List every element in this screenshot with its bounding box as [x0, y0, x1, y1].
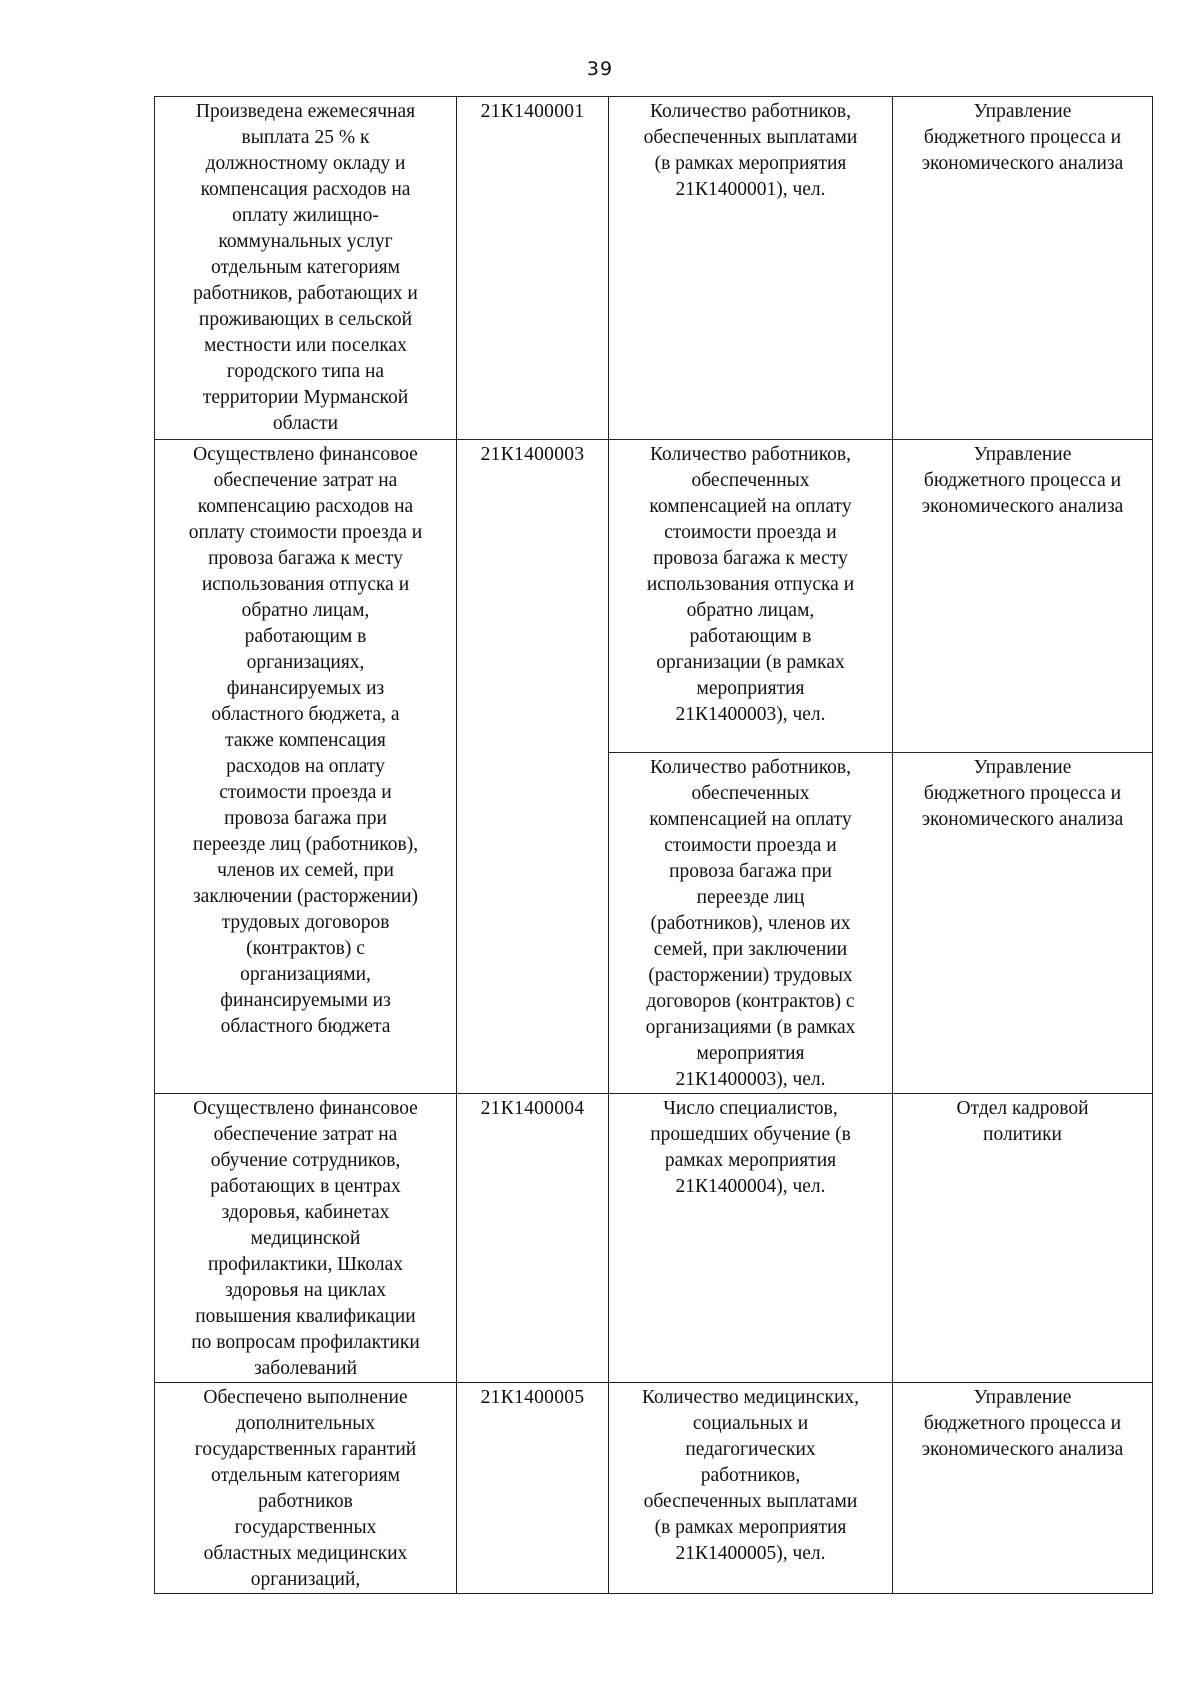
- responsible-cell: Управление бюджетного процесса и экономического анализа: [893, 753, 1153, 1094]
- table-row: [155, 97, 1153, 440]
- indicator-cell: Количество работников, обеспеченных компенсацией на оплату стоимости проезда и провоза багажа при переезде лиц (работников), членов их семей, при заключении (расторжении) трудовых договоров (контрактов) с организациями (в рамках мероприятия 21К1400003), чел.: [609, 753, 893, 1094]
- measures-table: [154, 96, 1153, 1594]
- indicator-cell: Количество медицинских, социальных и педагогических работников, обеспеченных выплатами (в рамках мероприятия 21К1400005), чел.: [609, 1383, 893, 1594]
- result-cell: Обеспечено выполнение дополнительных государственных гарантий отдельным категориям работников государственных областных медицинских организаций,: [155, 1383, 457, 1594]
- table-row: [155, 1383, 1153, 1594]
- table-row: [155, 1094, 1153, 1383]
- result-cell: Произведена ежемесячная выплата 25 % к должностному окладу и компенсация расходов на оплату жилищно- коммунальных услуг отдельным категориям работников, работающих и проживающих в сельской местности или поселках городского типа на территории Мурманской области: [155, 97, 457, 440]
- result-cell: Осуществлено финансовое обеспечение затрат на обучение сотрудников, работающих в центрах здоровья, кабинетах медицинской профилактики, Школах здоровья на циклах повышения квалификации по вопросам профилактики заболеваний: [155, 1094, 457, 1383]
- table-row: [155, 440, 1153, 753]
- code-cell: 21К1400001: [457, 97, 609, 440]
- code-cell: 21К1400005: [457, 1383, 609, 1594]
- code-cell: 21К1400003: [457, 440, 609, 1094]
- responsible-cell: Управление бюджетного процесса и экономического анализа: [893, 97, 1153, 440]
- responsible-cell: Отдел кадровой политики: [893, 1094, 1153, 1383]
- responsible-cell: Управление бюджетного процесса и экономического анализа: [893, 440, 1153, 753]
- indicator-cell: Количество работников, обеспеченных компенсацией на оплату стоимости проезда и провоза багажа к месту использования отпуска и обратно лицам, работающим в организации (в рамках мероприятия 21К1400003), чел.: [609, 440, 893, 753]
- indicator-cell: Количество работников, обеспеченных выплатами (в рамках мероприятия 21К1400001), чел.: [609, 97, 893, 440]
- code-cell: 21К1400004: [457, 1094, 609, 1383]
- responsible-cell: Управление бюджетного процесса и экономического анализа: [893, 1383, 1153, 1594]
- page-number: 39: [586, 58, 614, 80]
- indicator-cell: Число специалистов, прошедших обучение (в рамках мероприятия 21К1400004), чел.: [609, 1094, 893, 1383]
- result-cell: Осуществлено финансовое обеспечение затрат на компенсацию расходов на оплату стоимости проезда и провоза багажа к месту использования отпуска и обратно лицам, работающим в организациях, финансируемых из областного бюджета, а также компенсация расходов на оплату стоимости проезда и провоза багажа при переезде лиц (работников), членов их семей, при заключении (расторжении) трудовых договоров (контрактов) с организациями, финансируемыми из областного бюджета: [155, 440, 457, 1094]
